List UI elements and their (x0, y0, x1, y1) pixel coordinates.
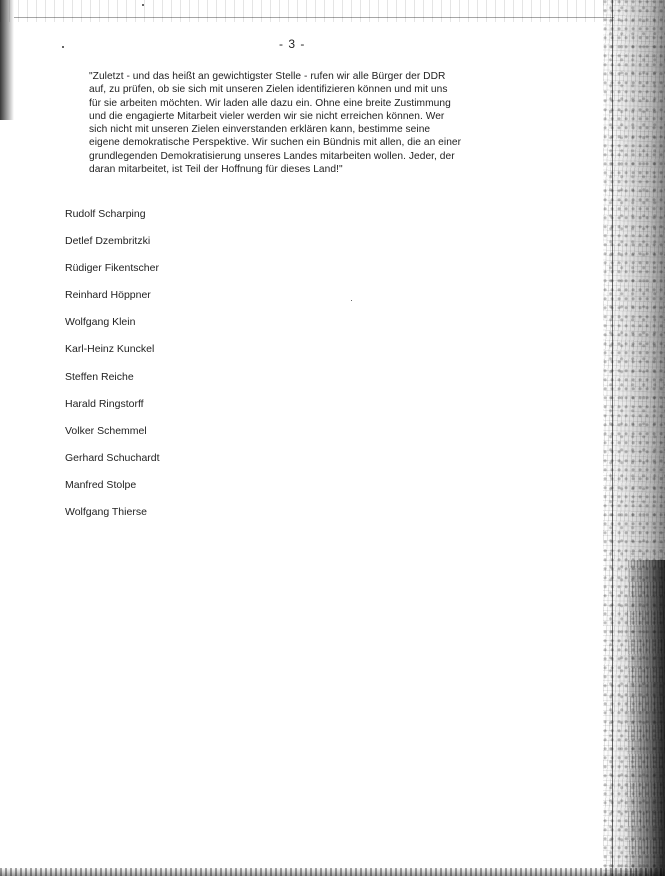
scan-noise-bottom (0, 868, 665, 876)
scan-speck (142, 4, 144, 6)
signatory-name: Detlef Dzembritzki (65, 235, 151, 248)
scan-noise-left (0, 0, 14, 120)
signatory-name: Steffen Reiche (65, 370, 134, 383)
page-number: - 3 - (279, 37, 306, 51)
scan-edge-line-right (612, 0, 613, 876)
quote-line: auf, zu prüfen, ob sie sich mit unseren Zielen identifizieren können und mit uns (89, 84, 448, 96)
quote-line: für sie arbeiten möchten. Wir laden alle dazu ein. Ohne eine breite Zustimmung (89, 97, 451, 109)
quote-paragraph (89, 70, 529, 176)
signatory-name: Volker Schemmel (65, 424, 147, 437)
scan-noise-top (0, 0, 620, 22)
signatory-name: Karl-Heinz Kunckel (65, 343, 155, 356)
quote-line: "Zuletzt - und das heißt an gewichtigster Stelle - rufen wir alle Bürger der DDR (89, 71, 446, 82)
quote-line: daran mitarbeitet, ist Teil der Hoffnung für dieses Land!" (89, 164, 343, 176)
quote-line: sich nicht mit unseren Zielen einverstanden erklären kann, bestimme seine (89, 124, 431, 136)
scan-speck (351, 300, 352, 301)
signatory-name: Wolfgang Klein (65, 316, 136, 329)
signatory-name: Rudolf Scharping (65, 208, 146, 220)
scan-shadow-right (627, 560, 665, 876)
quote-line: eigene demokratische Perspektive. Wir suchen ein Bündnis mit allen, die an einer (89, 137, 462, 149)
signatory-name: Gerhard Schuchardt (65, 451, 160, 464)
scan-speck (62, 46, 64, 48)
quote-line: grundlegenden Demokratisierung unseres Landes mitarbeiten wollen. Jeder, der (89, 150, 455, 162)
signatory-name: Rüdiger Fikentscher (65, 262, 159, 275)
scan-edge-line-top (14, 17, 614, 18)
quote-line: und die engagierte Mitarbeit vieler werden wir sie nicht erreichen können. Wer (89, 110, 445, 122)
signatory-name: Manfred Stolpe (65, 478, 137, 491)
signatory-name: Reinhard Höppner (65, 289, 151, 302)
signatory-name: Harald Ringstorff (65, 397, 144, 410)
signatory-name: Wolfgang Thierse (65, 506, 147, 519)
signatory-list (65, 208, 160, 533)
